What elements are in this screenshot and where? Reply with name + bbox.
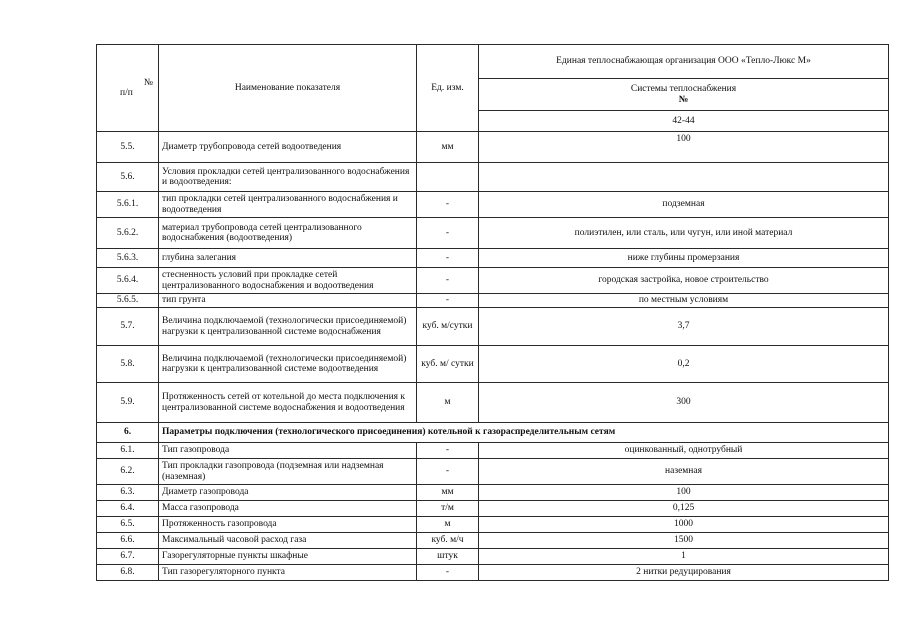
parameters-table: [96, 44, 889, 581]
header-organization: Единая теплоснабжающая организация ООО «Тепло-Люкс М»: [479, 45, 889, 79]
table-row: 6.1. Тип газопровода - оцинкованный, однотрубный: [97, 443, 889, 459]
section-row: 6. Параметры подключения (технологического присоединения) котельной к газораспределительным сетям: [97, 423, 889, 443]
table-row: 6.3. Диаметр газопровода мм 100: [97, 485, 889, 501]
header-systems: Системы теплоснабжения №: [479, 79, 889, 111]
table-row: 5.6. Условия прокладки сетей централизованного водоснабжения и водоотведения:: [97, 163, 889, 192]
table-row: 5.6.4. стесненность условий при прокладке сетей централизованного водоснабжения и водоотведения - городская застройка, новое строительство: [97, 268, 889, 294]
table-row: 6.5. Протяженность газопровода м 1000: [97, 517, 889, 533]
header-number: № п/п: [97, 45, 159, 132]
table-row: 6.2. Тип прокладки газопровода (подземная или надземная (наземная) - наземная: [97, 459, 889, 485]
table-row: 5.5. Диаметр трубопровода сетей водоотведения мм 100: [97, 132, 889, 163]
table-row: 6.4. Масса газопровода т/м 0,125: [97, 501, 889, 517]
table-row: 5.6.3. глубина залегания - ниже глубины промерзания: [97, 249, 889, 268]
table-row: 5.6.2. материал трубопровода сетей централизованного водоснабжения (водоотведения) - полиэтилен, или сталь, или чугун, или иной материал: [97, 218, 889, 249]
section-title: Параметры подключения (технологического присоединения) котельной к газораспределительным сетям: [159, 423, 889, 443]
table-row: 5.7. Величина подключаемой (технологически присоединяемой) нагрузки к централизованной системе водоснабжения куб. м/сутки 3,7: [97, 308, 889, 346]
header-system-id: 42-44: [479, 111, 889, 132]
table-row: 6.6. Максимальный часовой расход газа куб. м/ч 1500: [97, 533, 889, 549]
header-indicator: Наименование показателя: [159, 45, 417, 132]
table-row: 5.8. Величина подключаемой (технологически присоединяемой) нагрузки к централизованной системе водоотведения куб. м/ сутки 0,2: [97, 346, 889, 383]
header-unit: Ед. изм.: [417, 45, 479, 132]
table-row: 5.6.1. тип прокладки сетей централизованного водоснабжения и водоотведения - подземная: [97, 192, 889, 218]
table-row: 5.6.5. тип грунта - по местным условиям: [97, 294, 889, 308]
table-row: 5.9. Протяженность сетей от котельной до места подключения к централизованной системе водоснабжения и водоотведения м 300: [97, 383, 889, 423]
table-row: 6.8. Тип газорегуляторного пункта - 2 нитки редуцирования: [97, 565, 889, 581]
table-row: 6.7. Газорегуляторные пункты шкафные штук 1: [97, 549, 889, 565]
